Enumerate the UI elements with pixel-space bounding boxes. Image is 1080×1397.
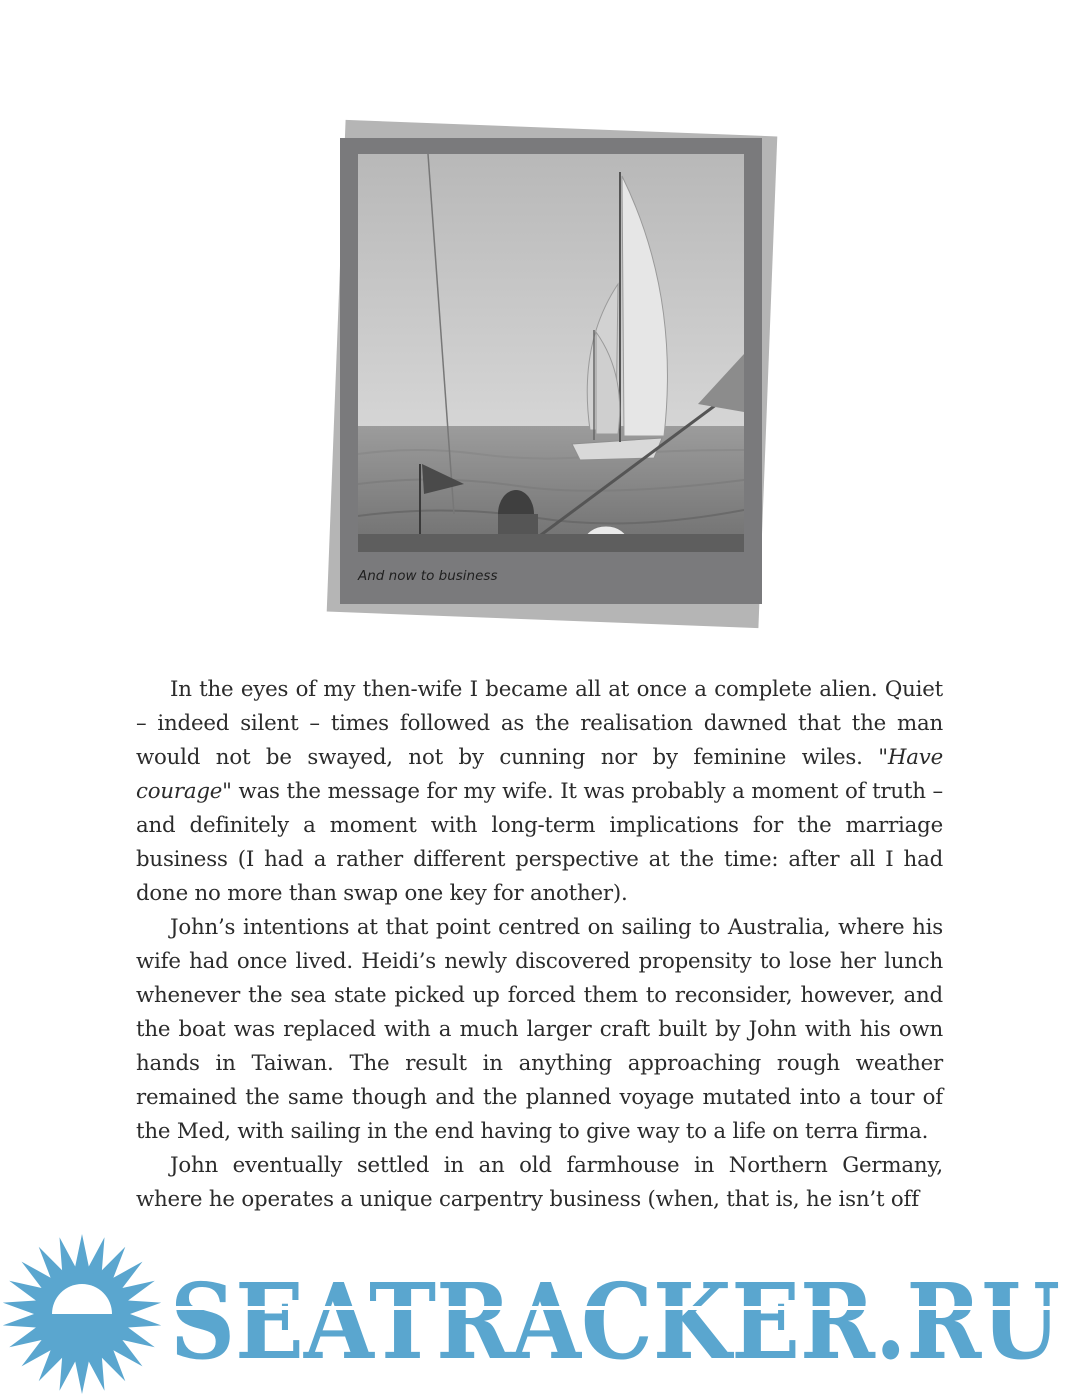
watermark-text: SEATRACKER.RU (170, 1260, 1060, 1383)
figure-caption: And now to business (358, 568, 498, 584)
sun-icon (3, 1234, 161, 1394)
watermark (0, 1232, 1080, 1397)
paragraph-1-quote: "Have courage" (136, 745, 943, 804)
paragraph-1 (136, 673, 943, 911)
paragraph-2: John’s intentions at that point centred on sailing to Australia, where his wife had once lived. Heidi’s newly discovered propensity to lose her lunch whenever the sea state picked up forced them to reconsider, however, and the boat was replaced with a much larger craft built by John with his own hands in Taiwan. The result in anything approaching rough weather remained the same though and the planned voyage mutated into a tour of the Med, with sailing in the end having to give way to a life on terra firma. (136, 915, 943, 1144)
body-text (136, 673, 943, 1217)
watermark-graphic (0, 1232, 1080, 1397)
photo-illustration (358, 154, 744, 552)
paragraph-1-text-a: In the eyes of my then-wife I became all at once a complete alien. Quiet – indeed silent – times followed as the realisation dawned that the man would not be swayed, not by cunning nor by feminine wiles. (136, 677, 943, 770)
photo-sailing-yacht (358, 154, 744, 552)
paragraph-1-text-b: was the message for my wife. It was probably a moment of truth – and definitely a moment with long-term implications for the marriage business (I had a rather different perspective at the time: after all I had done no more than swap one key for another). (136, 779, 943, 906)
paragraph-3: John eventually settled in an old farmhouse in Northern Germany, where he operates a unique carpentry business (when, that is, he isn’t off (136, 1153, 943, 1212)
figure (340, 138, 762, 604)
